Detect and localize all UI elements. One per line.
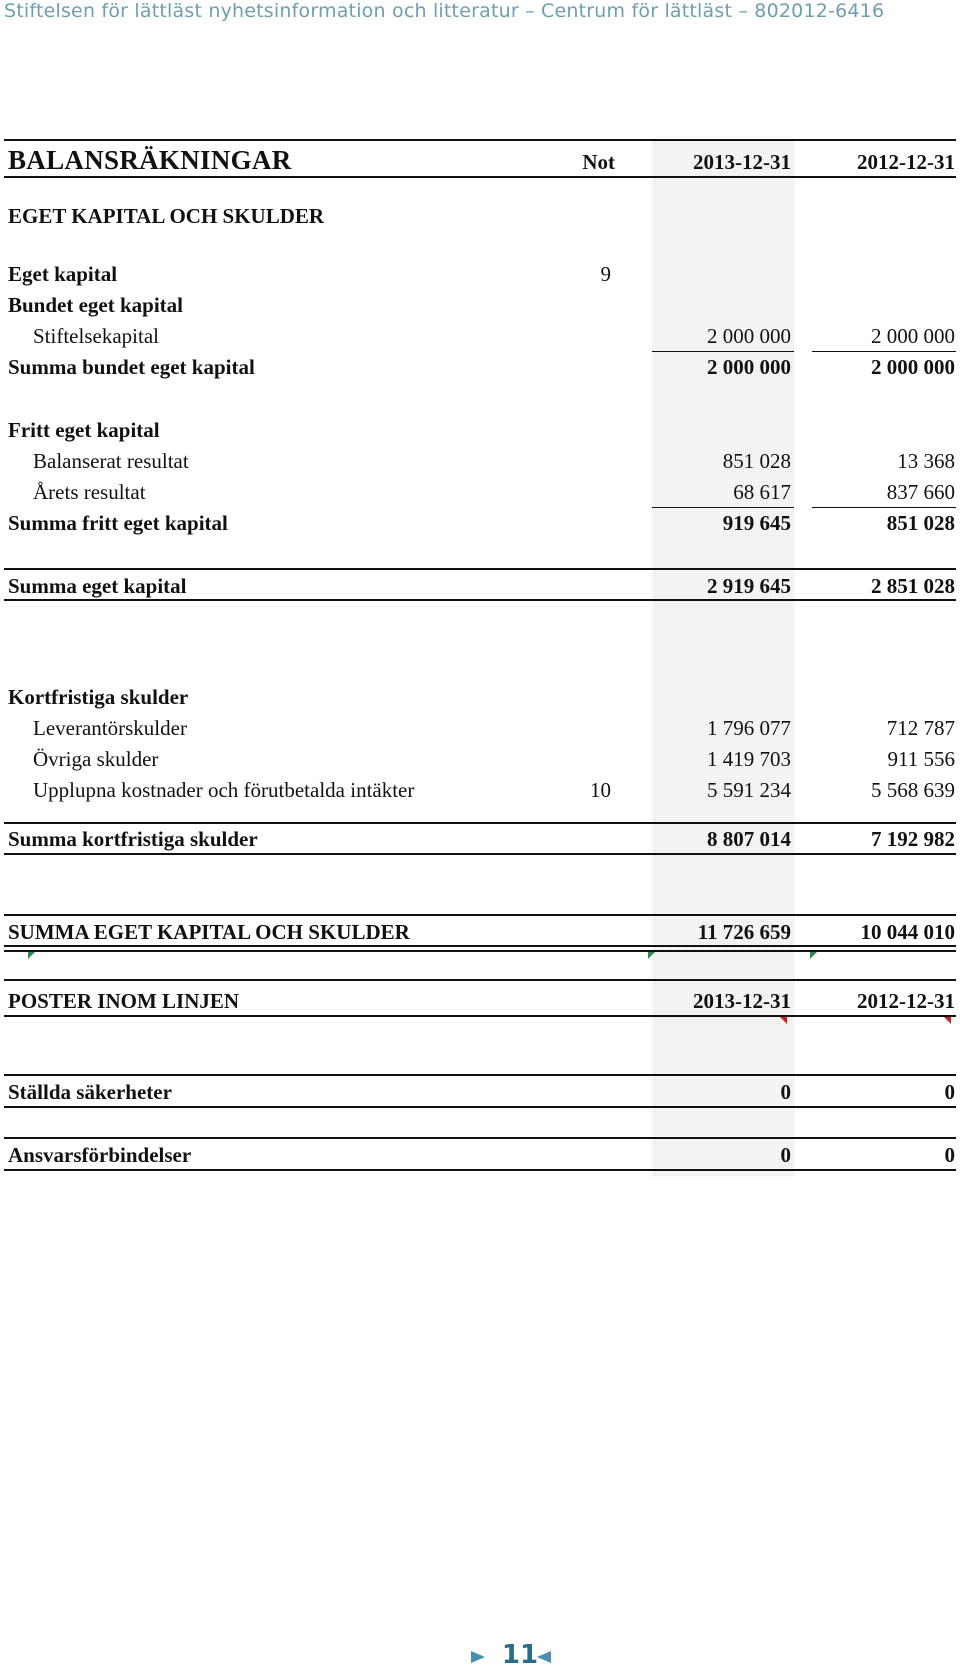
rule: [4, 945, 956, 947]
equity-total-label: Summa eget kapital: [8, 574, 187, 598]
cell-comment-marker: [780, 1017, 787, 1024]
year1-column-header: 2013-12-31: [693, 150, 791, 174]
foundation-capital-y2: 2 000 000: [871, 324, 955, 348]
retained-y2: 13 368: [897, 449, 955, 473]
rule: [4, 599, 956, 601]
year-result-label: Årets resultat: [33, 480, 146, 504]
foundation-capital-y1: 2 000 000: [707, 324, 791, 348]
equity-total-y1: 2 919 645: [707, 574, 791, 598]
rule: [4, 853, 956, 855]
year-result-y2: 837 660: [886, 480, 955, 504]
rule: [652, 507, 794, 508]
restricted-sum-label: Summa bundet eget kapital: [8, 355, 255, 379]
restricted-sum-y1: 2 000 000: [707, 355, 791, 379]
restricted-equity-label: Bundet eget kapital: [8, 293, 184, 317]
liability-row-y1: 1 419 703: [707, 747, 791, 771]
rule: [4, 568, 956, 570]
off-balance-year2: 2012-12-31: [857, 989, 955, 1013]
free-sum-y1: 919 645: [722, 511, 791, 535]
liability-row-y2: 712 787: [886, 716, 955, 740]
collateral-y2: 0: [944, 1080, 955, 1104]
liabilities-sum-y1: 8 807 014: [707, 827, 791, 851]
off-balance-year1: 2013-12-31: [693, 989, 791, 1013]
rule: [812, 507, 956, 508]
cell-comment-marker: [810, 952, 817, 959]
free-equity-label: Fritt eget kapital: [8, 418, 160, 442]
grand-total-y2: 10 044 010: [860, 920, 955, 944]
foundation-capital-label: Stiftelsekapital: [33, 324, 159, 348]
contingent-y1: 0: [780, 1143, 791, 1167]
rule: [652, 351, 794, 352]
contingent-y2: 0: [944, 1143, 955, 1167]
current-year-column-shading: [652, 140, 794, 1177]
cell-comment-marker: [648, 952, 655, 959]
section-title: EGET KAPITAL OCH SKULDER: [8, 204, 325, 228]
liability-row-y2: 911 556: [887, 747, 955, 771]
rule: [4, 1169, 956, 1171]
cell-comment-marker: [944, 1017, 951, 1024]
liability-row-label: Leverantörskulder: [33, 716, 187, 740]
rule: [4, 1137, 956, 1139]
rule: [812, 351, 956, 352]
rule: [4, 979, 956, 981]
collateral-label: Ställda säkerheter: [8, 1080, 172, 1104]
cell-comment-marker: [28, 952, 35, 959]
equity-total-y2: 2 851 028: [871, 574, 955, 598]
rule: [4, 139, 956, 141]
contingent-label: Ansvarsförbindelser: [8, 1143, 192, 1167]
year2-column-header: 2012-12-31: [857, 150, 955, 174]
liability-row-label: Upplupna kostnader och förutbetalda intäkter: [33, 778, 415, 802]
retained-label: Balanserat resultat: [33, 449, 189, 473]
liability-row-y1: 5 591 234: [707, 778, 791, 802]
rule: [4, 1106, 956, 1108]
liability-row-note: 10: [590, 778, 611, 802]
rule: [4, 914, 956, 916]
free-sum-label: Summa fritt eget kapital: [8, 511, 228, 535]
equity-label: Eget kapital: [8, 262, 118, 286]
grand-total-label: SUMMA EGET KAPITAL OCH SKULDER: [8, 920, 410, 944]
year-result-y1: 68 617: [733, 480, 791, 504]
arrow-left-icon: [537, 1651, 551, 1663]
liability-row-y1: 1 796 077: [707, 716, 791, 740]
free-sum-y2: 851 028: [886, 511, 955, 535]
rule: [4, 176, 956, 178]
page-number: 11: [501, 1640, 539, 1670]
liabilities-sum-label: Summa kortfristiga skulder: [8, 827, 258, 851]
document-header: Stiftelsen för lättläst nyhetsinformation och litteratur – Centrum för lättläst – 802012-6416: [4, 0, 885, 22]
liabilities-sum-y2: 7 192 982: [871, 827, 955, 851]
collateral-y1: 0: [780, 1080, 791, 1104]
off-balance-label: POSTER INOM LINJEN: [8, 989, 240, 1013]
table-title: BALANSRÄKNINGAR: [8, 145, 292, 175]
restricted-sum-y2: 2 000 000: [871, 355, 955, 379]
rule: [4, 1074, 956, 1076]
note-column-header: Not: [582, 150, 615, 174]
liability-row-y2: 5 568 639: [871, 778, 955, 802]
rule: [4, 822, 956, 824]
grand-total-y1: 11 726 659: [697, 920, 791, 944]
rule: [4, 1015, 956, 1017]
retained-y1: 851 028: [722, 449, 791, 473]
liability-row-label: Övriga skulder: [33, 747, 159, 771]
liabilities-label: Kortfristiga skulder: [8, 685, 189, 709]
equity-note: 9: [600, 262, 611, 286]
